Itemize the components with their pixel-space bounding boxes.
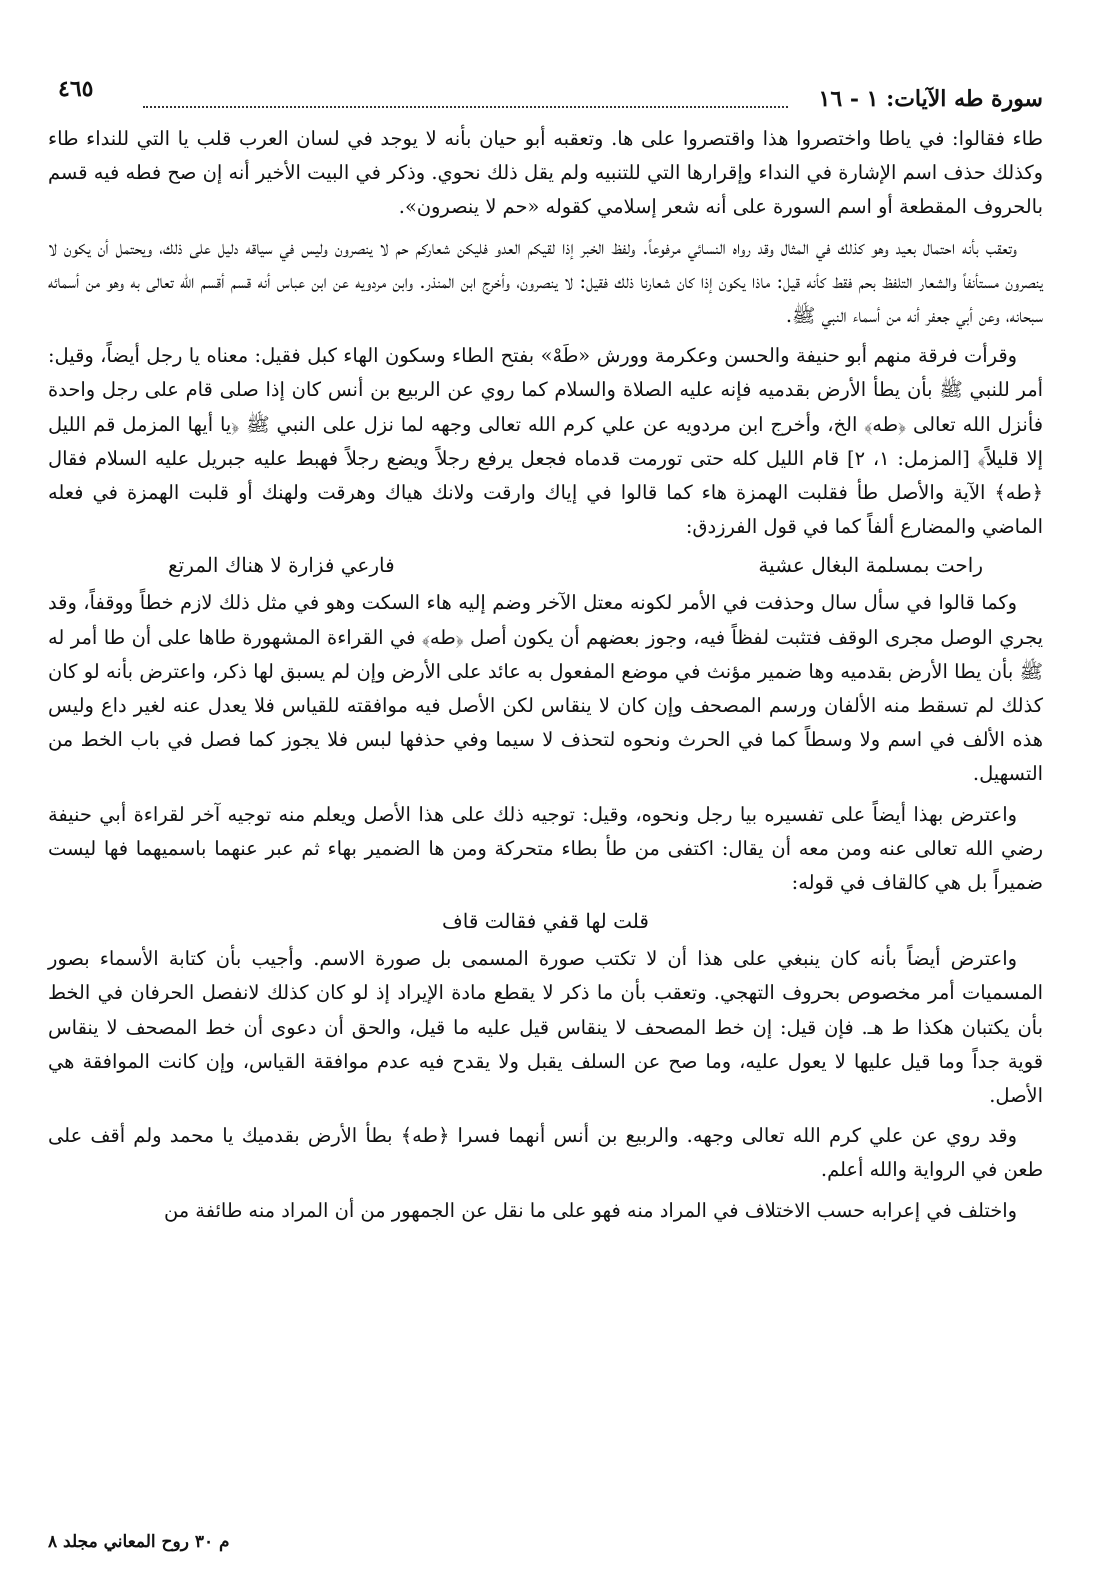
poem-verse-1 bbox=[48, 546, 1043, 584]
paragraph-4: وكما قالوا في سأل سال وحذفت في الأمر لكونه معتل الآخر وضم إليه هاء السكت وهو في مثل ذلك لازم خطاً ووقفاً، وقد يجري الوصل مجرى الوقف فتثبت لفظاً فيه، وجوز بعضهم أن يكون أصل ﴿طه﴾ في القراءة المشهورة طاها على أن طا أمر له ﷺ بأن يطا الأرض بقدميه وها ضمير مؤنث في موضع المفعول به عائد على الأرض وإن لم يسبق لها ذكر، واعترض بأنه لو كان كذلك لم تسقط منه الألفان ورسم المصحف وإن كان لا ينقاس لكن الأصل فيه موافقته للقياس فلا يعدل عنه لغير داع وليس هذه الألف في اسم ولا وسطاً كما في الحرث ونحوه لتحذف لا سيما وفي حذفها لبس فلا يجوز كما فصل في باب الخط من التسهيل. bbox=[48, 591, 1043, 786]
poem-verse-2 bbox=[48, 902, 1043, 940]
paragraph-7: وقد روي عن علي كرم الله تعالى وجهه. والربيع بن أنس أنهما فسرا ﴿طه﴾ بطأ الأرض بقدميك يا محمد ولم أقف على طعن في الرواية والله أعلم. bbox=[48, 1124, 1043, 1182]
page-number: ٤٦٥ bbox=[58, 76, 94, 102]
paragraph-2: وتعقب بأنه احتمال بعيد وهو كذلك في المثال وقد رواه النسائي مرفوعاً. ولفظ الخبر إذا لقيكم العدو فليكن شعاركم حم لا ينصرون وليس في سياقه دليل على ذلك، ويحتمل أن يكون لا ينصرون مستأنفاً والشعار التلفظ بحم فقط كأنه قيل: ماذا يكون إذا كان شعارنا ذلك فقيل: لا ينصرون، وأخرج ابن المنذر. وابن مردويه عن ابن عباس أنه قسم أقسم الله تعالى به وهو من أسمائه سبحانه، وعن أبي جعفر أنه من أسماء النبي ﷺ. bbox=[48, 235, 1043, 328]
paragraph-6: واعترض أيضاً بأنه كان ينبغي على هذا أن لا تكتب صورة المسمى بل صورة الاسم. وأجيب بأن كتابة الأسماء بصور المسميات أمر مخصوص بحروف التهجي. وتعقب بأن ما ذكر لا يقطع مادة الإيراد إذ لو كان كذلك لانفصل الحرفان في الخط بأن يكتبان هكذا ط هـ. فإن قيل: إن خط المصحف لا ينقاس قيل عليه ما قيل، والحق أن دعوى أن خط المصحف لا ينقاس قوية جداً وما قيل عليها لا يعول عليه، وما صح عن السلف يقبل ولا يقدح فيه عدم موافقة القياس، وإن كانت الموافقة هي الأصل. bbox=[48, 947, 1043, 1108]
verse-first-hemistich: راحت بمسلمة البغال عشية bbox=[758, 553, 983, 578]
paragraph-5: واعترض بهذا أيضاً على تفسيره بيا رجل ونحوه، وقيل: توجيه ذلك على هذا الأصل ويعلم منه توجيه آخر لقراءة أبي حنيفة رضي الله تعالى عنه ومن معه أن يقال: اكتفى من طأ بطاء متحركة ومن ها الضمير بهاء ثم عبر عنهما باسميهما فها ليست ضميراً بل هي كالقاف في قوله: bbox=[48, 802, 1043, 895]
paragraph-1: طاء فقالوا: في ياطا واختصروا هذا واقتصروا على ها. وتعقبه أبو حيان بأنه لا يوجد في لسان العرب قلب يا التي للنداء طاء وكذلك حذف اسم الإشارة في النداء وإقرارها التي للتنبيه ولم يقل ذلك نحوي. وذكر في البيت الأخير أنه إن صح فطه فيه قسم بالحروف المقطعة أو اسم السورة على أنه شعر إسلامي كقوله «حم لا ينصرون». bbox=[48, 127, 1043, 219]
paragraph-3: وقرأت فرقة منهم أبو حنيفة والحسن وعكرمة وورش «طَهْ» بفتح الطاء وسكون الهاء كبل فقيل: معناه يا رجل أيضاً، وقيل: أمر للنبي ﷺ بأن يطأ الأرض بقدميه فإنه عليه الصلاة والسلام كما روي عن الربيع بن أنس كان إذا صلى قام على رجل واحدة فأنزل الله تعالى ﴿طه﴾ الخ، وأخرج ابن مردويه عن علي كرم الله تعالى وجهه لما نزل على النبي ﷺ ﴿يا أيها المزمل قم الليل إلا قليلاً﴾ [المزمل: ١، ٢] قام الليل كله حتى تورمت قدماه فجعل يرفع رجلاً ويضع رجلاً فهبط عليه جبريل عليه السلام فقال ﴿طه﴾ الآية والأصل طأ فقلبت الهمزة هاء كما قالوا في إياك وارقت ولانك هياك وهرقت ولهنك أو قلبت الهمزة في فعله الماضي والمضارع ألفاً كما في قول الفرزدق: bbox=[48, 344, 1043, 539]
header-title: سورة طه الآيات: ١ - ١٦ bbox=[818, 86, 1043, 112]
verse-second-hemistich: فارعي فزارة لا هناك المرتع bbox=[168, 553, 395, 578]
page-footer-signature: م ٣٠ روح المعاني مجلد ٨ bbox=[48, 1532, 230, 1552]
book-page bbox=[48, 70, 1043, 1560]
header-leader-dots bbox=[143, 106, 788, 108]
running-header bbox=[48, 70, 1043, 122]
paragraph-8: واختلف في إعرابه حسب الاختلاف في المراد منه فهو على ما نقل عن الجمهور من أن المراد منه طائفة من bbox=[164, 1198, 1017, 1222]
verse-line: قلت لها قفي فقالت قاف bbox=[442, 909, 649, 934]
